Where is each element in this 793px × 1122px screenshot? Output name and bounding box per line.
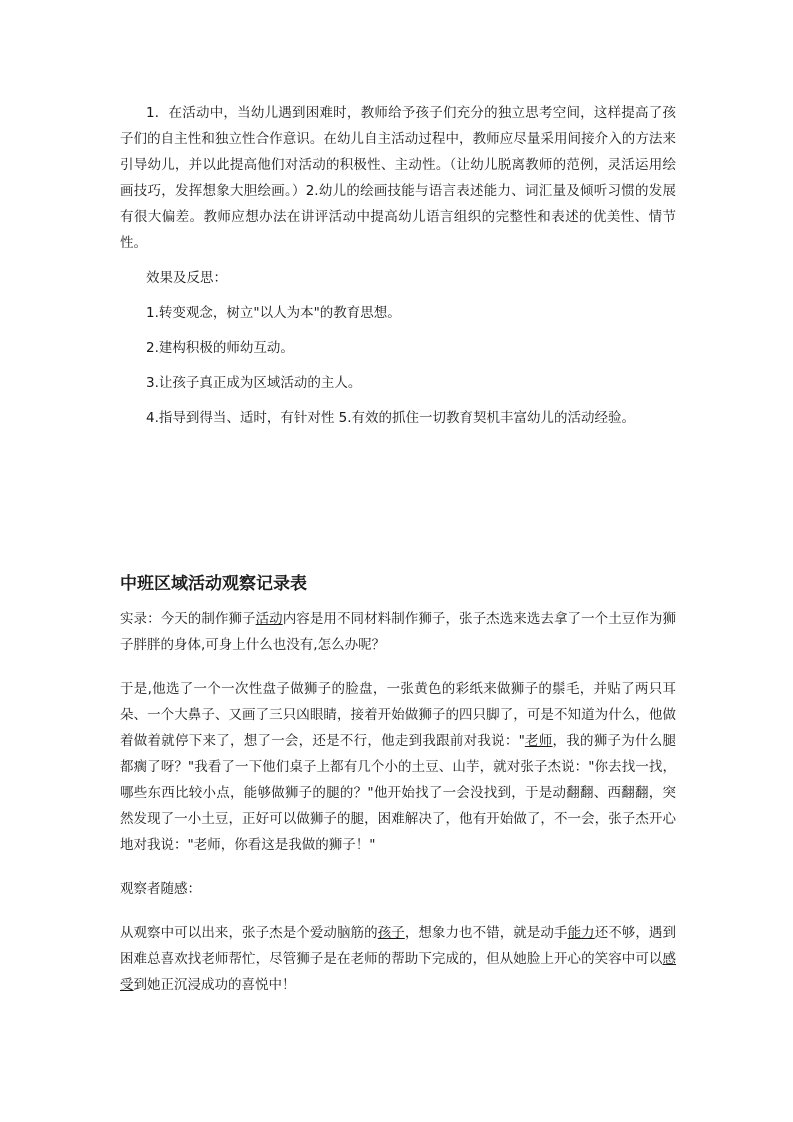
observation-record-title: 中班区域活动观察记录表 bbox=[120, 574, 307, 594]
observer-notes-heading: 观察者随感： bbox=[120, 881, 201, 897]
narrative-paragraph bbox=[120, 676, 676, 858]
reflection-text-4: 到她正沉浸成功的喜悦中！ bbox=[133, 977, 296, 993]
reflection-text-1: 从观察中可以出来，张子杰是个爱动脑筋的 bbox=[120, 925, 378, 941]
teacher-link[interactable]: 老师 bbox=[524, 733, 553, 749]
narrative-text-start: 于是,他选了一个一次性盘子做狮子的脸盘，一张黄色的彩纸来做狮子的鬃毛，并贴了两只耳朵、一个大鼻子、又画了三只凶眼睛，接着开始做狮子的四只脚了，可是不知道为什么，他做着做着就停下来了，想了一会，还是不行，他走到我跟前对我说：" bbox=[120, 681, 676, 749]
observation-record-section bbox=[120, 570, 676, 998]
reflection-text-3: 还不够，遇到困难总喜欢找老师帮忙，尽管狮子是在老师的帮助下完成的，但从她脸上开心的笑容中可以 bbox=[120, 925, 676, 967]
reflection-item-2: 2.建构积极的师幼互动。 bbox=[146, 340, 294, 356]
effect-reflection-heading: 效果及反思： bbox=[146, 270, 227, 286]
record-text-start: 实录：今天的制作狮子 bbox=[120, 611, 256, 627]
reflection-item-4: 4.指导到得当、适时，有针对性 5.有效的抓住一切教育契机丰富幼儿的活动经验。 bbox=[146, 410, 636, 426]
child-link[interactable]: 孩子 bbox=[377, 925, 405, 941]
reflection-item-1: 1.转变观念，树立"以人为本"的教育思想。 bbox=[146, 305, 401, 321]
record-text-end: 内容是用不同材料制作狮子，张子杰选来选去拿了一个土豆作为狮子胖胖的身体,可身上什么也没有,怎么办呢？ bbox=[120, 611, 676, 653]
feel-link[interactable]: 感受 bbox=[120, 951, 676, 993]
activity-paragraph: 1．在活动中，当幼儿遇到困难时，教师给予孩子们充分的独立思考空间，这样提高了孩子们的自主性和独立性合作意识。在幼儿自主活动过程中，教师应尽量采用间接介入的方法来引导幼儿，并以此提高他们对活动的积极性、主动性。（让幼儿脱离教师的范例，灵活运用绘画技巧，发挥想象大胆绘画。）2.幼儿的绘画技能与语言表述能力、词汇量及倾听习惯的发展有很大偏差。教师应想办法在讲评活动中提高幼儿语言组织的完整性和表述的优美性、情节性。 bbox=[120, 105, 676, 251]
reflection-section bbox=[120, 100, 676, 431]
ability-link[interactable]: 能力 bbox=[567, 925, 595, 941]
narrative-text-end: ，我的狮子为什么腿都瘸了呀？"我看了一下他们桌子上都有几个小的土豆、山芋，就对张子杰说："你去找一找，哪些东西比较小点，能够做狮子的腿的？"他开始找了一会没找到，于是动翻翻、西翻翻，突然发现了一小土豆，正好可以做狮子的腿，困难解决了，他有开始做了，不一会，张子杰开心地对我说："老师，你看这是我做的狮子！" bbox=[120, 733, 677, 853]
observer-reflection-paragraph bbox=[120, 920, 676, 998]
reflection-item-3: 3.让孩子真正成为区域活动的主人。 bbox=[146, 375, 362, 391]
activity-link[interactable]: 活动 bbox=[255, 611, 283, 627]
reflection-text-2: ，想象力也不错，就是动手 bbox=[404, 925, 568, 941]
record-paragraph bbox=[120, 606, 676, 658]
